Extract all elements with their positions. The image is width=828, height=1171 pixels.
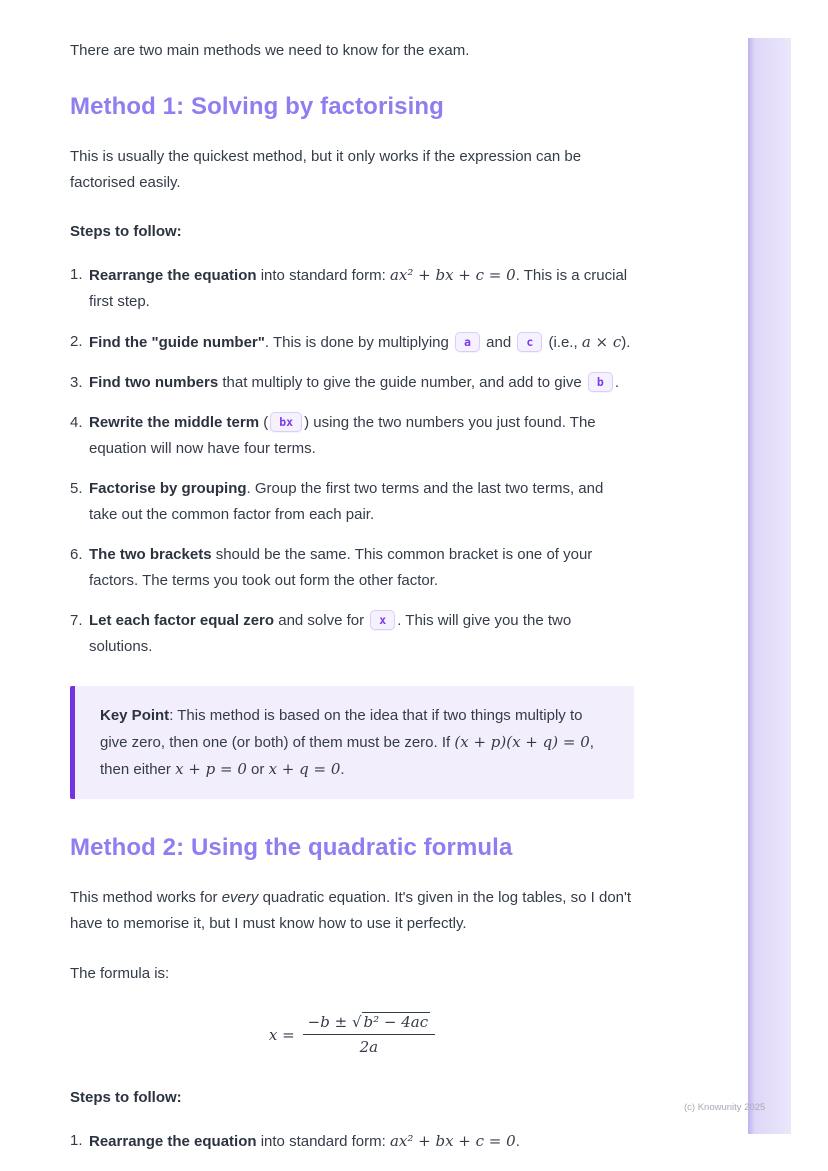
document-content: [70, 38, 634, 1169]
bold-text: Rearrange the equation: [89, 1133, 257, 1150]
step-item: [70, 410, 634, 462]
intro-paragraph: There are two main methods we need to know for the exam.: [70, 42, 470, 59]
math-expression: x + p = 0: [175, 760, 247, 778]
step-number: 1.: [70, 1132, 83, 1149]
formula-fraction: [303, 1013, 435, 1056]
step-text: Find two numbers that multiply to give the guide number, and add to give b .: [89, 374, 620, 391]
step-item: [70, 476, 634, 528]
formula-lhs: x =: [268, 1025, 295, 1044]
step-text: Find the "guide number". This is done by multiplying a and c (i.e., a × c).: [89, 333, 631, 351]
math-expression: (x + p)(x + q) = 0: [454, 733, 590, 751]
step-text: Let each factor equal zero and solve for x . This will give you the two solutions.: [89, 612, 572, 655]
step-number: 2.: [70, 333, 83, 350]
step-number: 5.: [70, 480, 83, 497]
inline-code-chip: x: [370, 610, 395, 630]
method2-steps-list: [70, 1128, 634, 1155]
italic-text: every: [221, 889, 259, 906]
math-expression: ax² + bx + c = 0: [389, 1132, 516, 1150]
sqrt-symbol: √: [351, 1013, 362, 1031]
inline-code-chip: a: [455, 332, 480, 352]
method2-heading: Method 2: Using the quadratic formula: [70, 834, 513, 861]
step-item: [70, 329, 634, 356]
math-expression: a × c: [581, 333, 622, 351]
step-item: [70, 542, 634, 594]
bold-text: Factorise by grouping: [89, 480, 247, 497]
formula-numerator: −b ± √ b² − 4ac: [303, 1013, 435, 1035]
step-number: 1.: [70, 266, 83, 283]
bold-text: Key Point: [100, 707, 170, 724]
step-number: 4.: [70, 414, 83, 431]
keypoint-callout: Key Point: This method is based on the idea that if two things multiply to give zero, then one (or both) of them must be zero. If (x + p)(x + q) = 0, then either x + p = 0 or x + q = 0.: [70, 686, 634, 799]
step-item: [70, 370, 634, 396]
step-item: [70, 262, 634, 315]
bold-text: Find the "guide number": [89, 334, 265, 351]
method1-steps-label: Steps to follow:: [70, 223, 182, 240]
method2-steps-label: Steps to follow:: [70, 1089, 182, 1106]
step-text: Rearrange the equation into standard form: ax² + bx + c = 0.: [89, 1132, 520, 1150]
bold-text: Rearrange the equation: [89, 267, 257, 284]
method1-heading: Method 1: Solving by factorising: [70, 93, 444, 120]
quadratic-formula: [70, 1013, 634, 1056]
formula-denominator: 2a: [359, 1038, 379, 1056]
page-edge-strip: [748, 38, 791, 1134]
method1-steps-list: [70, 262, 634, 660]
step-item: [70, 608, 634, 660]
step-number: 7.: [70, 612, 83, 629]
inline-code-chip: bx: [270, 412, 302, 432]
step-number: 6.: [70, 546, 83, 563]
inline-code-chip: b: [588, 372, 613, 392]
inline-code-chip: c: [517, 332, 542, 352]
math-expression: ax² + bx + c = 0: [389, 266, 516, 284]
method2-description: This method works for every quadratic equation. It's given in the log tables, so I don't have to memorise it, but I must know how to use it perfectly.: [70, 889, 632, 932]
step-text: The two brackets should be the same. This common bracket is one of your factors. The terms you took out form the other factor.: [89, 546, 593, 589]
copyright-footer: (c) Knowunity 2025: [684, 1102, 766, 1113]
step-text: Factorise by grouping. Group the first two terms and the last two terms, and take out the common factor from each pair.: [89, 480, 604, 523]
bold-text: The two brackets: [89, 546, 212, 563]
step-text: Rearrange the equation into standard form: ax² + bx + c = 0. This is a crucial first step.: [89, 266, 628, 310]
formula-intro: The formula is:: [70, 965, 170, 982]
bold-text: Let each factor equal zero: [89, 612, 275, 629]
step-text: Rewrite the middle term ( bx ) using the two numbers you just found. The equation will now have four terms.: [89, 414, 596, 457]
step-number: 3.: [70, 374, 83, 391]
bold-text: Find two numbers: [89, 374, 219, 391]
method1-description: This is usually the quickest method, but it only works if the expression can be factorised easily.: [70, 148, 582, 191]
step-item: [70, 1128, 634, 1155]
math-expression: x + q = 0: [268, 760, 341, 778]
formula-radicand: b² − 4ac: [363, 1013, 429, 1031]
bold-text: Rewrite the middle term: [89, 414, 260, 431]
